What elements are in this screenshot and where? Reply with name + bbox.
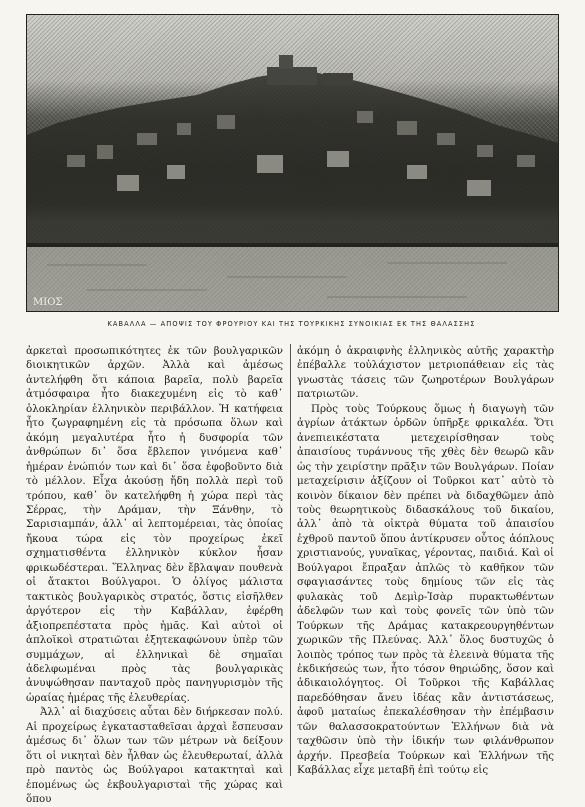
left-paragraph-1: ἀρκεταὶ προσωπικότητες ἐκ τῶν βουλγαρικῶν διοικητικῶν ἀρχῶν. Ἀλλὰ καὶ ἀμέσως ἀντελήφθη ὅτι κάποια βαρεῖα, πολὺ βαρεῖα ἀτμόσφαιρα ἦτο διακεχυμένη εἰς τὸ καθ᾽ ὁλοκληρίαν ἑλληνικὸν περιβάλλον. Ἡ κατήφεια ἦτο ζωγραφημένη εἰς τὰ πρόσωπα ὅλων καὶ ἀκόμη μεγαλυτέρα ἦτο ἡ δυσφορία τῶν ἀνθρώπων δι᾽ ὅσα ἔβλεπον γινόμενα καθ᾽ ἡμέραν ἐνώπιόν των καὶ δι᾽ ὅσα ἐφοβοῦντο διὰ τὸ μέλλον. Εἶχα ἀκούσῃ ἤδη πολλὰ περὶ τοῦ τρόπου, καθ᾽ ὃν κατελήφθη ἡ χώρα περὶ τὰς Σέρρας, τὴν Δράμαν, τὴν Ξάνθην, τὸ Σαρισιαμπάν, ἀλλ᾽ αἱ λεπτομέρειαι, τὰς ὁποίας ἤκουα τώρα εἰς τὸν προχείρως ἐκεῖ σχηματισθέντα ἑλληνικὸν κύκλον ἦσαν φρικωδέστεραι. Ἕλληνας δὲν ἔβλαψαν πουθενὰ οἱ ἄτακτοι Βούλγαροι. Ὁ ὀλίγος μάλιστα τακτικὸς βουλγαρικὸς στρατός, ὅστις εἰσῆλθεν ἀργότερον εἰς τὴν Καβάλλαν, ἐφέρθη ἀξιοπρεπέστατα πρὸς ἡμᾶς. Καὶ αὐτοὶ οἱ ἁπλοϊκοὶ στρατιῶται ἐξητεκαφώνουν ὑπὲρ τῶν συμμάχων, αἱ ἑλληνικαὶ δὲ σημαῖαι ἀδελφωμέναι πρὸς τὰς βουλγαρικὰς ἀνυψώθησαν πανταχοῦ πρὸς πανηγυρισμὸν τῆς ὡραίας ἡμέρας τῆς ἐλευθερίας. [26, 345, 283, 704]
left-text-column [26, 344, 283, 807]
kavala-fortress-photo [26, 14, 559, 312]
fortress-hill-illustration [27, 15, 558, 311]
photographer-signature: ΜΙΟΣ [33, 297, 63, 308]
right-text-column [297, 344, 554, 778]
photo-caption: ΚΑΒΑΛΛΑ — ΑΠΟΨΙΣ ΤΟΥ ΦΡΟΥΡΙΟΥ ΚΑΙ ΤΗΣ ΤΟΥΡΚΙΚΗΣ ΣΥΝΟΙΚΙΑΣ ΕΚ ΤΗΣ ΘΑΛΑΣΣΗΣ [107, 320, 476, 328]
right-paragraph-2: Πρὸς τοὺς Τούρκους ὅμως ἡ διαγωγὴ τῶν ἀγρίων ἀτάκτων ὀρδῶν ὑπῆρξε φρικαλέα. Ὅτι ἀνεπιεικέστατα μετεχειρίσθησαν τοὺς ἀπαισίους τυράννους τῆς χθὲς δὲν θεωρῶ κἂν ὡς τὴν χειρίστην πρᾶξιν τῶν Βουλγάρων. Ποίαν μεταχείρισιν ἀξίζουν οἱ Τοῦρκοι κατ᾽ αὐτὸ τὸ κοινὸν δίκαιον δὲν πρέπει νὰ διδαχθῶμεν ἀπὸ τοὺς θεωρητικοὺς διδασκάλους τοῦ δικαίου, ἀλλ᾽ ἀπὸ τὰ οἰκτρὰ θύματα τοῦ ἀπαισίου ἐχθροῦ παντοῦ ὅπου ἀντίκρυσεν οὗτος ἀόπλους χριστιανούς, γυναῖκας, γέροντας, παιδιά. Καὶ οἱ Βούλγαροι ἔπραξαν ἁπλῶς τὸ καθῆκον τῶν σφαγιασάντες τοὺς δημίους τῶν εἰς τὰς φυλακὰς τοῦ Δεμὶρ-Ἰσὰρ πυρακτωθέντων ἀδελφῶν των καὶ τοὺς φονεῖς τῶν ὑπὸ τῶν Τούρκων τῆς Δράμας κατακρεουργηθέντων χωρικῶν τῆς Πλεύνας. Ἀλλ᾽ ὅλος δυστυχῶς ὁ λοιπὸς τρόπος των πρὸς τὰ ἐλεεινὰ θύματα τῆς ἐκδικήσεώς των, ἦτο τόσον θηριώδης, ὅσον καὶ ἀδικαιολόγητος. Οἱ Τοῦρκοι τῆς Καβάλλας παρεδόθησαν ἄνευ ἰδέας κἂν ἀντιστάσεως, ἀφοῦ ματαίως ἐπεκαλέσθησαν τὴν ἐπέμβασιν τῶν θαλασσοκρατούντων Ἑλλήνων διὰ νὰ ταχθῶσιν ὑπὸ τὴν ἰδικήν των φιλάνθρωπον ἀρχήν. Πρεσβεία Τούρκων καὶ Ἑλλήνων τῆς Καβάλλας εἶχε μεταβῆ ἐπὶ τούτῳ εἰς [297, 402, 554, 777]
right-paragraph-1: ἀκόμη ὁ ἀκραιφνὴς ἑλληνικὸς αὐτῆς χαρακτὴρ ἐπέβαλλε τοὐλάχιστον μετριοπάθειαν εἰς τὰς γνωστὰς τάσεις τῶν ζωηροτέρων Βουλγάρων πατριωτῶν. [297, 345, 554, 401]
left-paragraph-2: Ἀλλ᾽ αἱ διαχύσεις αὗται δὲν διήρκεσαν πολύ. Αἱ προχείρως ἐγκατασταθεῖσαι ἀρχαὶ ἔσπευσαν ἀμέσως δι᾽ ὅλων των τῶν μέτρων νὰ δείξουν ὅτι οἱ νικηταὶ δὲν ἦλθαν ὡς ἐλευθερωταί, ἀλλὰ πρὸ παντὸς ὡς Βούλγαροι κατακτηταὶ καὶ ἑπομένως ὡς ἐκβουλγαρισταὶ τῆς χώρας καὶ ὅπου [26, 706, 283, 806]
column-divider [290, 344, 291, 776]
